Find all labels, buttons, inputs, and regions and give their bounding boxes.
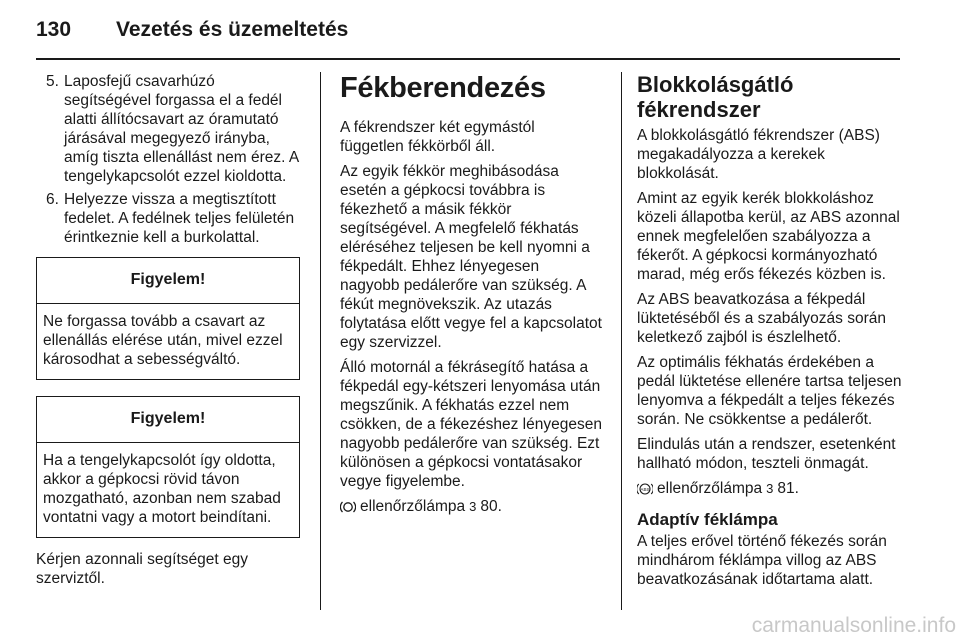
abs-warning-icon xyxy=(637,482,653,496)
section-heading: Fékberendezés xyxy=(340,72,546,104)
brake-warning-icon xyxy=(340,500,356,514)
list-item xyxy=(36,190,300,247)
step-number: 5. xyxy=(46,73,59,90)
paragraph: Az egyik fékkör meghibásodása esetén a gépkocsi továbbra is fékezhető a másik fékkör segítségével. A megfelelő fékhatás eléréséhez teljesen be kell nyomni a fékpedált. Ehhez lényegesen nagyobb pedálerőre van szükség. A fékút megnövekszik. Az utazás folytatása előtt vegye fel a kapcsolatot egy szervizzel. xyxy=(340,163,602,351)
step-text: Helyezze vissza a megtisztított fedelet. A fedélnek teljes felületén érintkeznie kell a burkolattal. xyxy=(64,191,295,246)
warning-body: Ha a tengelykapcsolót így oldotta, akkor a gépkocsi rövid távon mozgatható, azonban nem szabad vontatni vagy a motort beindítani. xyxy=(43,452,281,526)
lamp-reference xyxy=(340,497,602,516)
column-middle xyxy=(340,72,602,522)
column-divider-1 xyxy=(320,72,321,610)
warning-box xyxy=(36,257,300,380)
lamp-label: ellenőrzőlámpa xyxy=(360,498,466,515)
step-number: 6. xyxy=(46,191,59,208)
list-item xyxy=(36,72,300,186)
subsection-heading: Adaptív féklámpa xyxy=(637,510,778,529)
paragraph: Álló motornál a fékrásegítő hatása a fékpedál egy-kétszeri lenyomása után megszűnik. A fékhatás ezzel nem csökken, de a fékezéshez lényegesen nagyobb pedálerőre van szükség. Ezt különösen a gépkocsi vontatásakor vegye figyelembe. xyxy=(340,359,602,490)
step-text: Laposfejű csavarhúzó segítségével forgassa el a fedél alatti állítócsavart az óramutató járásával megegyező irányba, amíg tiszta ellenállást nem érez. A tengelykapcsolót ezzel kioldotta. xyxy=(64,73,299,185)
paragraph: A fékrendszer két egymástól független fékkörből áll. xyxy=(340,119,535,155)
lamp-reference xyxy=(637,479,903,498)
paragraph: Az optimális fékhatás érdekében a pedál lüktetése ellenére tartsa teljesen lenyomva a fékpedált a teljes fékezés során. Ne csökkentse a pedálerőt. xyxy=(637,354,902,428)
column-left xyxy=(36,72,300,594)
page-number: 130 xyxy=(36,18,72,41)
header-rule xyxy=(36,58,900,60)
paragraph: Elindulás után a rendszer, esetenként hallható módon, teszteli önmagát. xyxy=(637,436,896,472)
warning-title: Figyelem! xyxy=(37,258,299,304)
paragraph: A teljes erővel történő fékezés során mindhárom féklámpa villog az ABS beavatkozásának időtartama alatt. xyxy=(637,533,887,588)
column-divider-2 xyxy=(621,72,622,610)
watermark: carmanualsonline.info xyxy=(751,614,956,637)
warning-box xyxy=(36,396,300,538)
warning-title: Figyelem! xyxy=(37,397,299,443)
paragraph: Az ABS beavatkozása a fékpedál lüktetéséből és a szabályozás során keletkező zajból is észlelhető. xyxy=(637,291,887,346)
page-arrow-icon: 3 xyxy=(469,499,477,514)
chapter-title: Vezetés és üzemeltetés xyxy=(116,18,349,41)
closing-paragraph: Kérjen azonnali segítséget egy szerviztől. xyxy=(36,551,248,587)
lamp-label: ellenőrzőlámpa xyxy=(657,480,763,497)
warning-body: Ne forgassa tovább a csavart az ellenállás elérése után, mivel ezzel károsodhat a sebességváltó. xyxy=(43,313,283,368)
page-header xyxy=(36,10,926,50)
steps-list xyxy=(36,72,300,247)
page-reference: 80. xyxy=(480,498,502,515)
section-heading: Blokkolásgátló fékrendszer xyxy=(637,72,794,122)
page-arrow-icon: 3 xyxy=(766,481,774,496)
page-reference: 81. xyxy=(777,480,799,497)
paragraph: A blokkolásgátló fékrendszer (ABS) megakadályozza a kerekek blokkolását. xyxy=(637,127,880,182)
svg-text:ABS: ABS xyxy=(640,486,650,492)
column-right xyxy=(637,72,903,595)
paragraph: Amint az egyik kerék blokkoláshoz közeli állapotba kerül, az ABS azonnal ennek megfelelően szabályozza a fékerőt. A gépkocsi kormányozható marad, még erős fékezés közben is. xyxy=(637,190,900,283)
